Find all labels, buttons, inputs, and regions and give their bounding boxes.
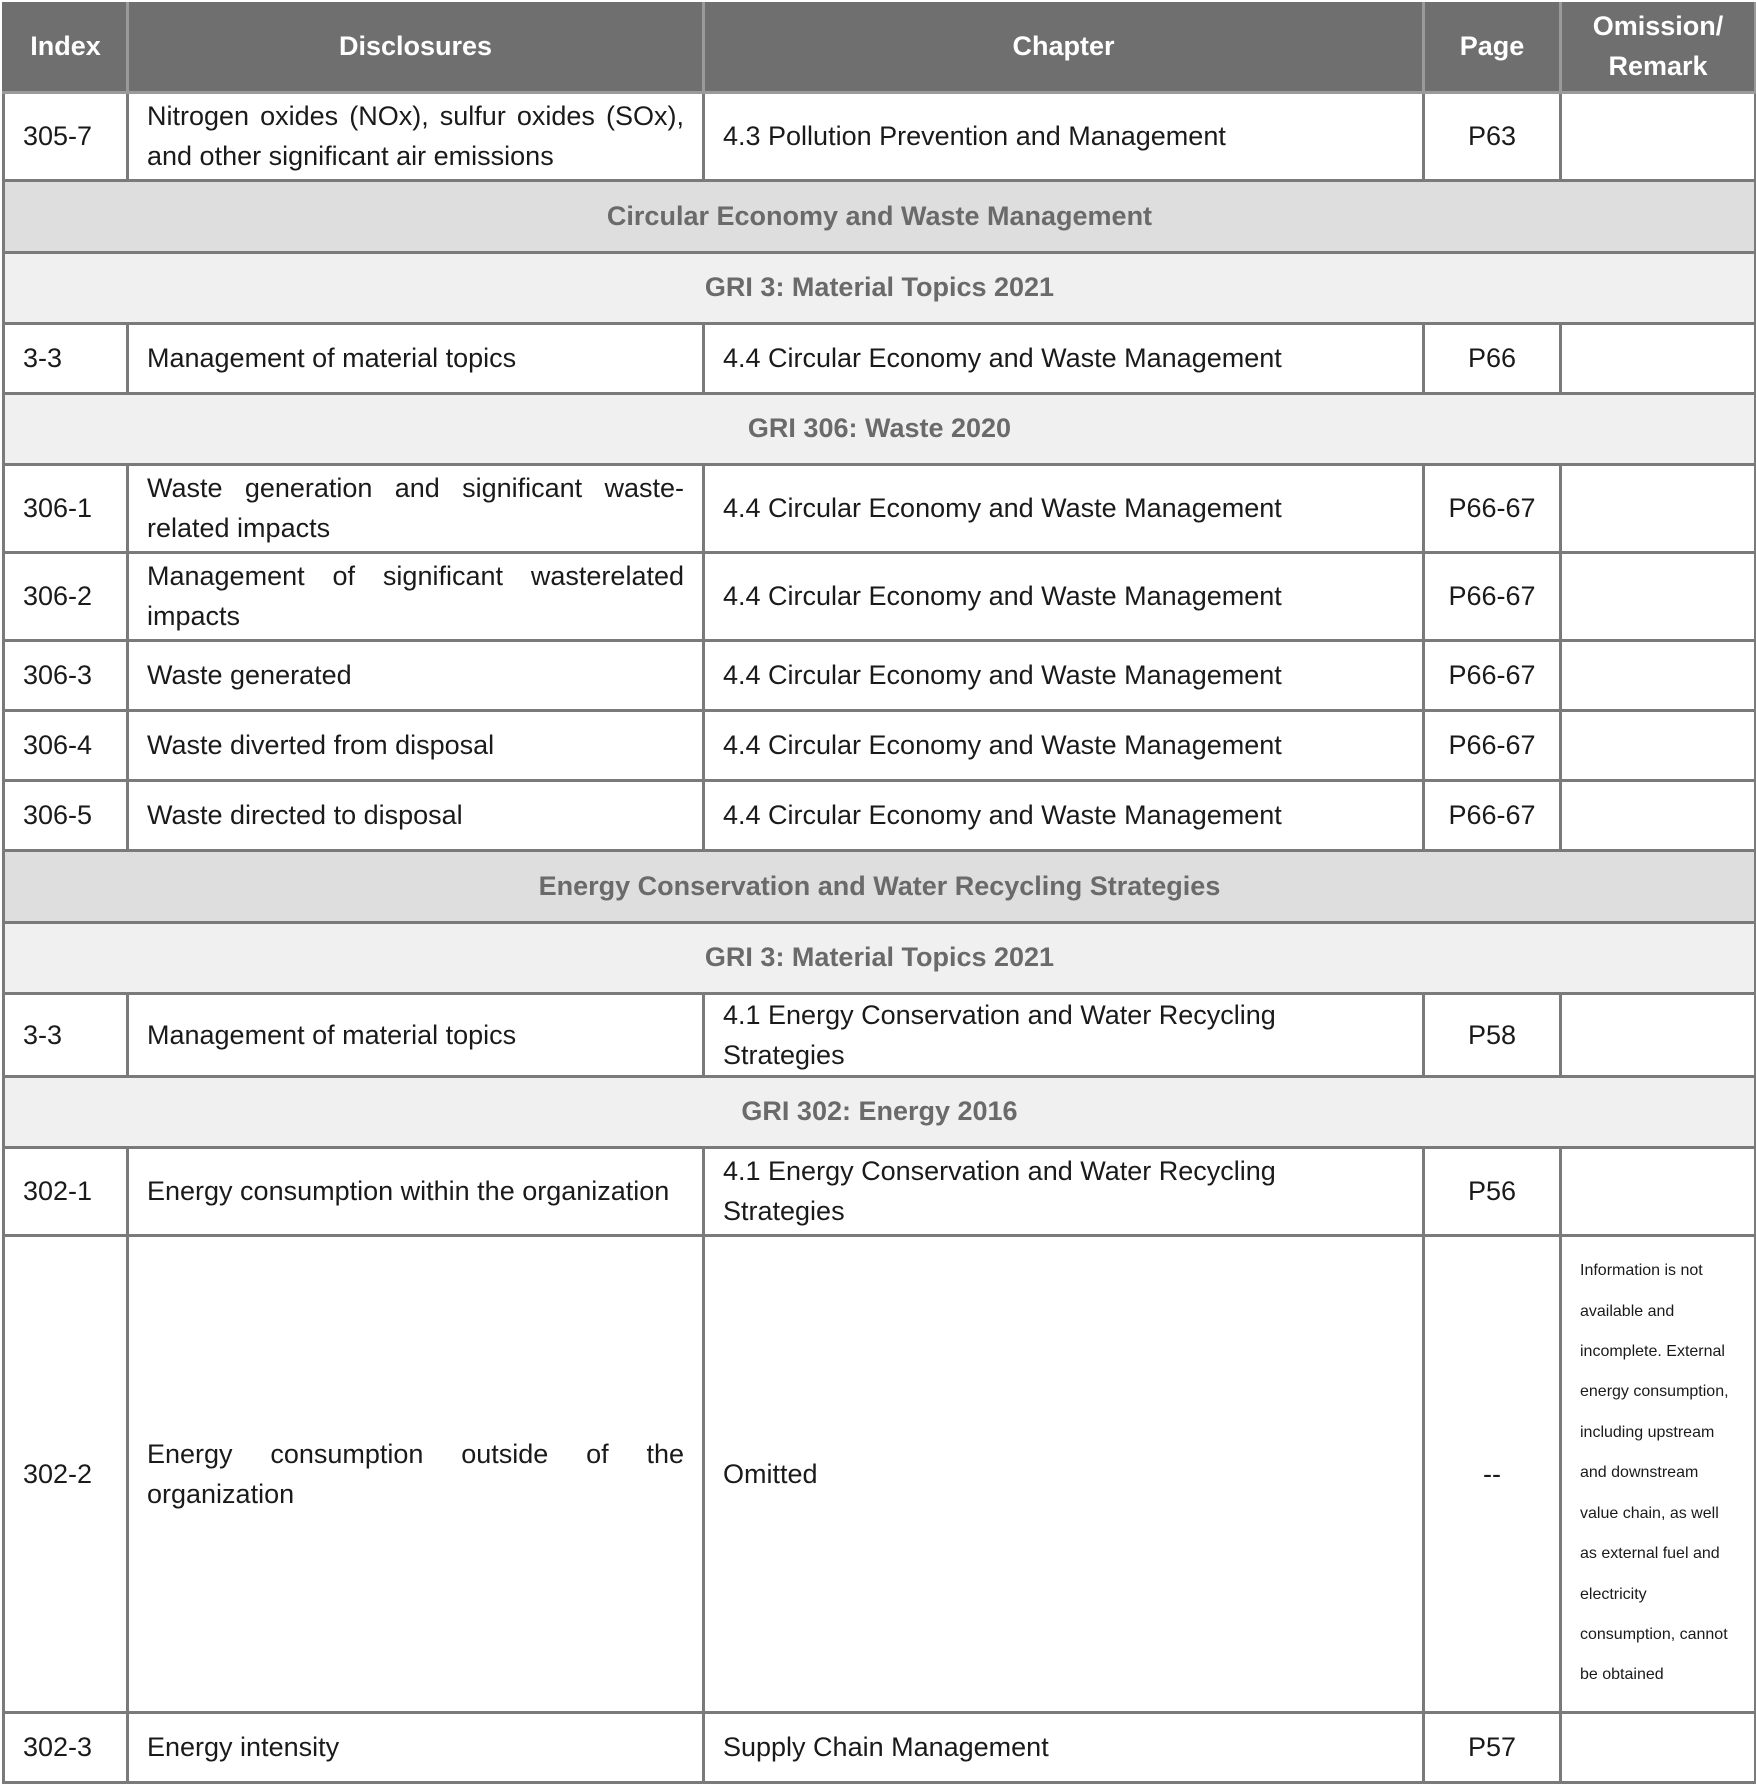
table-row (4, 552, 1756, 640)
subsection-heading: GRI 306: Waste 2020 (4, 393, 1756, 464)
page-cell: P66-67 (1424, 464, 1561, 552)
table-row (4, 1147, 1756, 1235)
gri-content-index-table (2, 2, 1756, 1784)
chapter-cell: 4.1 Energy Conservation and Water Recycling Strategies (704, 993, 1424, 1076)
remark-cell (1561, 780, 1756, 850)
index-cell: 3-3 (4, 323, 128, 393)
table-row (4, 640, 1756, 710)
header-remark-line2: Remark (1608, 51, 1708, 82)
table-row (4, 1235, 1756, 1712)
index-cell: 306-5 (4, 780, 128, 850)
subsection-heading: GRI 302: Energy 2016 (4, 1076, 1756, 1147)
index-cell: 302-3 (4, 1712, 128, 1782)
page-cell: P66-67 (1424, 552, 1561, 640)
chapter-cell: Omitted (704, 1235, 1424, 1712)
disclosure-cell: Energy consumption within the organization (128, 1147, 704, 1235)
chapter-cell: 4.1 Energy Conservation and Water Recycling Strategies (704, 1147, 1424, 1235)
remark-cell (1561, 323, 1756, 393)
header-index: Index (4, 2, 128, 92)
page-cell: P58 (1424, 993, 1561, 1076)
page-cell: -- (1424, 1235, 1561, 1712)
chapter-cell: 4.4 Circular Economy and Waste Management (704, 710, 1424, 780)
index-cell: 302-2 (4, 1235, 128, 1712)
remark-cell (1561, 640, 1756, 710)
section-row (4, 850, 1756, 922)
index-cell: 306-4 (4, 710, 128, 780)
subsection-row (4, 1076, 1756, 1147)
remark-cell (1561, 1712, 1756, 1782)
disclosure-cell: Waste generation and significant waste-related impacts (128, 464, 704, 552)
table-row (4, 464, 1756, 552)
disclosure-cell: Management of material topics (128, 323, 704, 393)
index-cell: 306-3 (4, 640, 128, 710)
page-cell: P66 (1424, 323, 1561, 393)
table-row (4, 780, 1756, 850)
disclosure-cell: Waste diverted from disposal (128, 710, 704, 780)
table-row (4, 1712, 1756, 1782)
page-cell: P66-67 (1424, 710, 1561, 780)
index-cell: 302-1 (4, 1147, 128, 1235)
disclosure-cell: Management of material topics (128, 993, 704, 1076)
header-page: Page (1424, 2, 1561, 92)
disclosure-cell: Management of significant wasterelated impacts (128, 552, 704, 640)
chapter-cell: Supply Chain Management (704, 1712, 1424, 1782)
page-cell: P66-67 (1424, 780, 1561, 850)
disclosure-cell: Nitrogen oxides (NOx), sulfur oxides (SOx), and other significant air emissions (128, 92, 704, 180)
disclosure-cell: Energy consumption outside of the organization (128, 1235, 704, 1712)
chapter-cell: 4.4 Circular Economy and Waste Management (704, 780, 1424, 850)
disclosure-cell: Energy intensity (128, 1712, 704, 1782)
table-header-row (4, 2, 1756, 92)
subsection-row (4, 252, 1756, 323)
index-cell: 306-2 (4, 552, 128, 640)
section-heading: Circular Economy and Waste Management (4, 180, 1756, 252)
section-row (4, 180, 1756, 252)
remark-cell (1561, 552, 1756, 640)
remark-cell (1561, 1147, 1756, 1235)
chapter-cell: 4.4 Circular Economy and Waste Management (704, 464, 1424, 552)
index-cell: 305-7 (4, 92, 128, 180)
table-row (4, 92, 1756, 180)
disclosure-cell: Waste directed to disposal (128, 780, 704, 850)
table-row (4, 710, 1756, 780)
page-cell: P57 (1424, 1712, 1561, 1782)
section-heading: Energy Conservation and Water Recycling Strategies (4, 850, 1756, 922)
chapter-cell: 4.4 Circular Economy and Waste Management (704, 640, 1424, 710)
remark-cell (1561, 710, 1756, 780)
index-cell: 3-3 (4, 993, 128, 1076)
subsection-row (4, 393, 1756, 464)
disclosure-cell: Waste generated (128, 640, 704, 710)
table-row (4, 323, 1756, 393)
header-disclosures: Disclosures (128, 2, 704, 92)
remark-cell: Information is not available and incomplete. External energy consumption, including upstream and downstream value chain, as well as external fuel and electricity consumption, cannot be obtained (1561, 1235, 1756, 1712)
header-remark (1561, 2, 1756, 92)
subsection-heading: GRI 3: Material Topics 2021 (4, 922, 1756, 993)
chapter-cell: 4.4 Circular Economy and Waste Management (704, 552, 1424, 640)
remark-cell (1561, 464, 1756, 552)
page-cell: P56 (1424, 1147, 1561, 1235)
remark-cell (1561, 92, 1756, 180)
header-remark-line1: Omission/ (1592, 11, 1724, 42)
index-cell: 306-1 (4, 464, 128, 552)
subsection-heading: GRI 3: Material Topics 2021 (4, 252, 1756, 323)
page-cell: P63 (1424, 92, 1561, 180)
subsection-row (4, 922, 1756, 993)
remark-cell (1561, 993, 1756, 1076)
chapter-cell: 4.4 Circular Economy and Waste Management (704, 323, 1424, 393)
header-chapter: Chapter (704, 2, 1424, 92)
table-row (4, 993, 1756, 1076)
chapter-cell: 4.3 Pollution Prevention and Management (704, 92, 1424, 180)
page-cell: P66-67 (1424, 640, 1561, 710)
